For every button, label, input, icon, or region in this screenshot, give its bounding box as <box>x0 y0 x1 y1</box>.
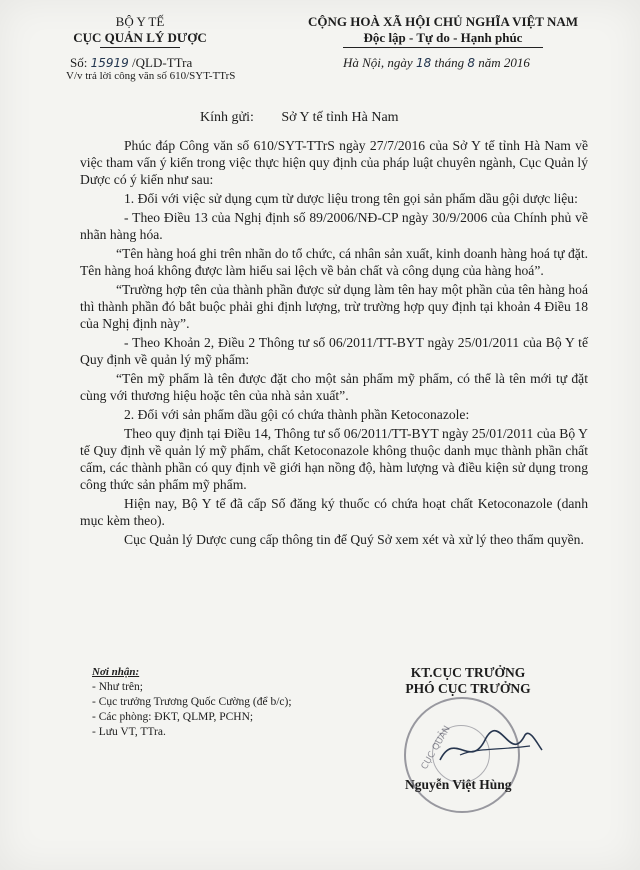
body-paragraph: “Trường hợp tên của thành phần được sử dụng làm tên hay một phần của tên hàng hoá thì thành phần đó bắt buộc phải ghi định lượng, trừ trường hợp quy định tại khoản 4 Điều 18 của Nghị định này”. <box>80 282 588 331</box>
body-paragraph: Theo quy định tại Điều 14, Thông tư số 06/2011/TT-BYT ngày 25/01/2011 của Bộ Y tế Quy định về quản lý mỹ phẩm, chất Ketoconazole không thuộc danh mục thành phần chất cấm, các thành phần có quy định về giới hạn nồng độ, hàm lượng và điều kiện sử dụng trong công thức sản phẩm mỹ phẩm. <box>80 426 588 492</box>
date-day: 18 <box>415 56 432 70</box>
document-date <box>343 55 530 71</box>
body-paragraph: 2. Đối với sản phẩm dầu gội có chứa thành phần Ketoconazole: <box>124 407 470 422</box>
date-prefix: Hà Nội, ngày <box>343 55 413 70</box>
recipients-item: - Các phòng: ĐKT, QLMP, PCHN; <box>92 711 254 723</box>
issuer-header <box>40 14 240 48</box>
letter-body <box>80 137 588 550</box>
agency-name: CỤC QUẢN LÝ DƯỢC <box>73 30 207 45</box>
header-underline <box>100 47 180 48</box>
signature-title-2: PHÓ CỤC TRƯỞNG <box>405 681 531 696</box>
recipients-item: - Lưu VT, TTra. <box>92 726 166 738</box>
date-month-label: tháng <box>434 55 465 70</box>
number-prefix: Số: <box>70 55 88 70</box>
body-paragraph: 1. Đối với việc sử dụng cụm từ dược liệu trong tên gọi sản phẩm dầu gội dược liệu: <box>124 191 578 206</box>
number-handwritten: 15919 <box>90 56 129 70</box>
body-paragraph: - Theo Điều 13 của Nghị định số 89/2006/NĐ-CP ngày 30/9/2006 của Chính phủ về nhãn hàng hóa. <box>80 210 588 242</box>
handwritten-signature <box>430 720 550 775</box>
national-motto: Độc lập - Tự do - Hạnh phúc <box>363 30 523 45</box>
signer-name: Nguyễn Việt Hùng <box>405 777 512 792</box>
motto-underline <box>343 47 543 48</box>
national-header <box>278 14 608 48</box>
body-paragraph: - Theo Khoản 2, Điều 2 Thông tư số 06/2011/TT-BYT ngày 25/01/2011 của Bộ Y tế Quy định về quản lý mỹ phẩm: <box>80 335 588 367</box>
body-paragraph: Hiện nay, Bộ Y tế đã cấp Số đăng ký thuốc có chứa hoạt chất Ketoconazole (danh mục kèm theo). <box>80 496 588 528</box>
body-paragraph: “Tên hàng hoá ghi trên nhãn do tổ chức, cá nhân sản xuất, kinh doanh hàng hoá tự đặt. Tên hàng hoá không được làm hiểu sai lệch về bản chất và công dụng của hàng hoá”. <box>80 246 588 278</box>
body-paragraph: Cục Quản lý Dược cung cấp thông tin để Quý Sở xem xét và xử lý theo thẩm quyền. <box>124 532 584 547</box>
signature-block <box>368 665 568 697</box>
body-paragraph: Phúc đáp Công văn số 610/SYT-TTrS ngày 27/7/2016 của Sở Y tế tỉnh Hà Nam về việc tham vấn ý kiến trong việc thực hiện quy định của pháp luật chuyên ngành, Cục Quản lý Dược có ý kiến như sau: <box>80 138 588 187</box>
stamp-text: CỤC QUẢN <box>419 724 453 772</box>
ministry-name: BỘ Y TẾ <box>115 14 165 29</box>
recipient-label: Kính gửi: <box>200 110 254 125</box>
date-year: năm 2016 <box>478 55 530 70</box>
recipients-title: Nơi nhận: <box>92 666 140 678</box>
recipient-name: Sở Y tế tỉnh Hà Nam <box>281 110 399 125</box>
recipients-list <box>92 665 292 740</box>
document-number <box>70 55 192 71</box>
country-name: CỘNG HOÀ XÃ HỘI CHỦ NGHĨA VIỆT NAM <box>307 14 579 29</box>
signature-title-1: KT.CỤC TRƯỞNG <box>410 665 526 680</box>
date-month: 8 <box>467 56 475 70</box>
recipients-item: - Như trên; <box>92 681 143 693</box>
number-suffix: /QLD-TTra <box>132 55 193 70</box>
recipient-line <box>200 110 399 126</box>
recipients-item: - Cục trưởng Trương Quốc Cường (để b/c); <box>92 696 292 708</box>
document-subject: V/v trả lời công văn số 610/SYT-TTrS <box>66 70 236 82</box>
body-paragraph: “Tên mỹ phẩm là tên được đặt cho một sản phẩm mỹ phẩm, có thể là tên mới tự đặt cùng với thương hiệu hoặc tên của nhà sản xuất”. <box>80 371 588 403</box>
